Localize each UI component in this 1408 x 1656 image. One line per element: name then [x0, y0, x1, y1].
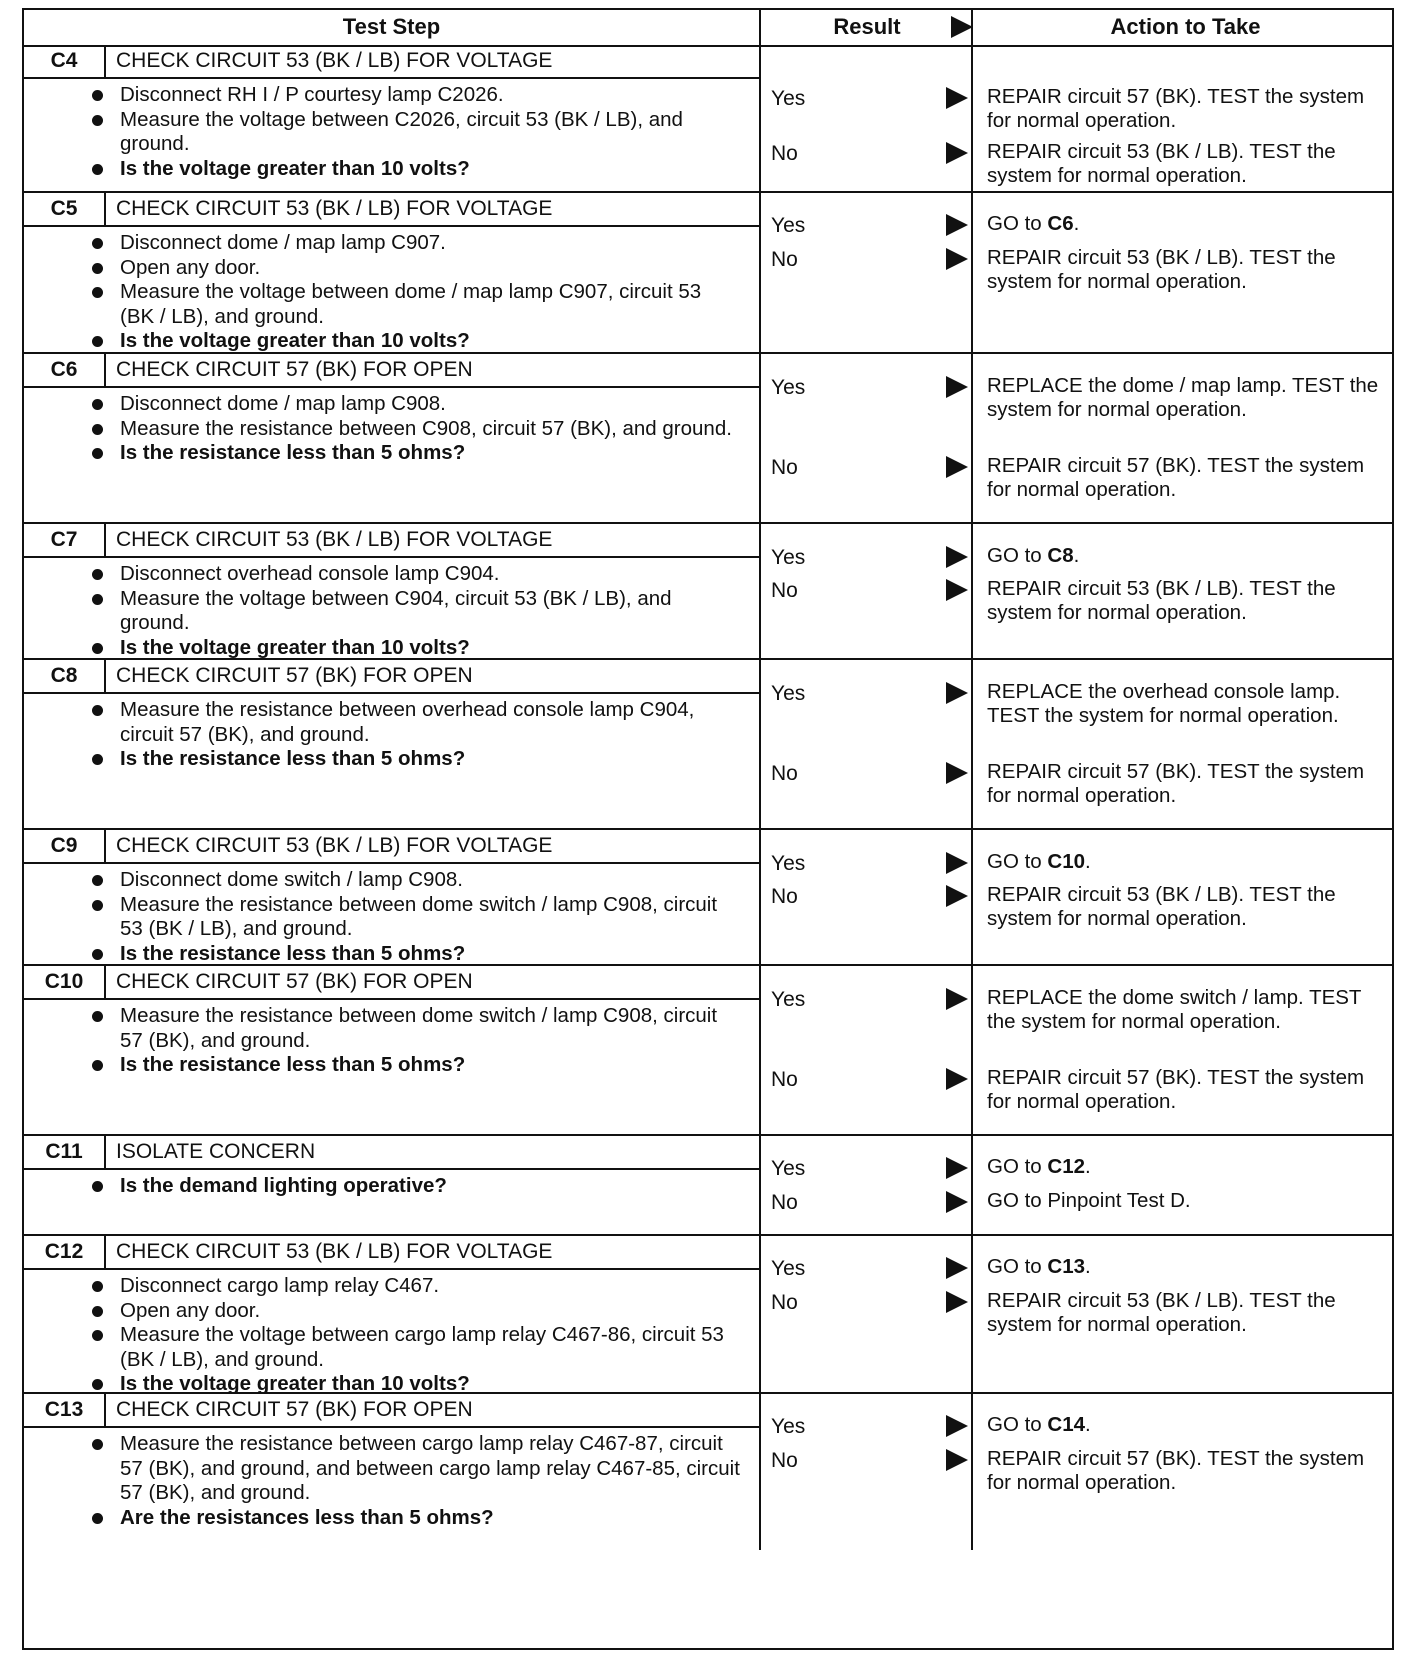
action-text: .	[1085, 850, 1091, 873]
bullet-item: Measure the resistance between C908, circuit 57 (BK), and ground.	[120, 417, 740, 442]
action-cell	[971, 524, 1398, 658]
arrow-right-icon	[946, 87, 968, 109]
arrow-right-icon	[946, 1157, 968, 1179]
step-reference: C14	[1047, 1413, 1085, 1436]
result-yes	[771, 1257, 805, 1281]
test-step-row	[24, 1394, 1392, 1550]
result-yes-label: Yes	[771, 852, 806, 875]
arrow-right-icon	[946, 214, 968, 236]
action-no: REPAIR circuit 53 (BK / LB). TEST the system for normal operation.	[987, 140, 1336, 187]
test-step-row	[24, 660, 1392, 830]
bullet-item: Disconnect cargo lamp relay C467.	[120, 1274, 740, 1299]
result-yes	[771, 682, 805, 706]
arrow-right-icon	[946, 376, 968, 398]
action-text: GO to	[987, 212, 1048, 235]
step-question: Are the resistances less than 5 ohms?	[120, 1506, 740, 1531]
arrow-right-icon	[946, 456, 968, 478]
action-text: GO to	[987, 544, 1048, 567]
arrow-right-icon	[946, 1191, 968, 1213]
result-no-label: No	[771, 1068, 798, 1091]
bullet-item: Disconnect dome / map lamp C908.	[120, 392, 740, 417]
result-no-label: No	[771, 248, 798, 271]
step-question: Is the voltage greater than 10 volts?	[120, 1372, 740, 1397]
test-step-row	[24, 830, 1392, 966]
result-no-label: No	[771, 762, 798, 785]
result-cell	[759, 660, 973, 828]
result-cell	[759, 830, 973, 964]
step-id: C7	[24, 524, 106, 556]
result-no-label: No	[771, 1291, 798, 1314]
result-cell	[759, 1236, 973, 1392]
test-step-row	[24, 193, 1392, 354]
header-result	[759, 10, 973, 45]
result-no	[771, 142, 798, 166]
bullet-item: Open any door.	[120, 256, 740, 281]
action-cell	[971, 193, 1398, 352]
step-title: CHECK CIRCUIT 53 (BK / LB) FOR VOLTAGE	[116, 1240, 553, 1263]
step-question: Is the voltage greater than 10 volts?	[120, 157, 740, 182]
step-bullets	[24, 1004, 740, 1078]
bullet-item: Measure the voltage between C2026, circuit 53 (BK / LB), and ground.	[120, 108, 740, 157]
result-cell	[759, 1394, 973, 1550]
bullet-item: Measure the resistance between cargo lamp relay C467-87, circuit 57 (BK), and ground, and between cargo lamp relay C467-85, circuit 57 (BK), and ground.	[120, 1432, 740, 1504]
step-question: Is the resistance less than 5 ohms?	[120, 1053, 740, 1078]
step-question: Is the voltage greater than 10 volts?	[120, 329, 740, 354]
step-bullets	[24, 868, 740, 966]
pinpoint-test-table	[22, 8, 1394, 1650]
step-title: CHECK CIRCUIT 57 (BK) FOR OPEN	[116, 664, 473, 687]
arrow-right-icon	[946, 579, 968, 601]
test-step-cell	[24, 354, 759, 522]
test-step-cell	[24, 966, 759, 1134]
step-reference: C6	[1047, 212, 1074, 235]
bullet-item: Measure the resistance between overhead console lamp C904, circuit 57 (BK), and ground.	[120, 698, 740, 747]
step-id: C10	[24, 966, 106, 998]
action-text: .	[1085, 1255, 1091, 1278]
step-id: C13	[24, 1394, 106, 1426]
test-step-cell	[24, 1394, 759, 1550]
action-text: GO to	[987, 1155, 1048, 1178]
header-result-label: Result	[833, 14, 901, 39]
step-id: C11	[24, 1136, 106, 1168]
step-id: C4	[24, 45, 106, 77]
step-title: CHECK CIRCUIT 53 (BK / LB) FOR VOLTAGE	[116, 49, 553, 72]
action-no: REPAIR circuit 53 (BK / LB). TEST the system for normal operation.	[987, 1289, 1336, 1336]
result-no	[771, 1291, 798, 1315]
action-yes	[987, 544, 1387, 568]
step-question: Is the resistance less than 5 ohms?	[120, 747, 740, 772]
arrow-right-icon	[946, 1068, 968, 1090]
test-step-cell	[24, 830, 759, 964]
arrow-right-icon	[946, 1291, 968, 1313]
step-bullets	[24, 1432, 740, 1530]
result-no-label: No	[771, 142, 798, 165]
action-no: GO to Pinpoint Test D.	[987, 1189, 1191, 1212]
action-no: REPAIR circuit 57 (BK). TEST the system for normal operation.	[987, 1447, 1365, 1494]
step-question: Is the voltage greater than 10 volts?	[120, 636, 740, 661]
step-header	[24, 193, 759, 227]
action-yes: REPLACE the overhead console lamp. TEST the system for normal operation.	[987, 680, 1341, 727]
result-yes-label: Yes	[771, 1257, 806, 1280]
test-step-row	[24, 966, 1392, 1136]
test-step-row	[24, 524, 1392, 660]
bullet-item: Measure the resistance between dome switch / lamp C908, circuit 53 (BK / LB), and ground.	[120, 893, 740, 942]
step-reference: C12	[1047, 1155, 1085, 1178]
header-test-step: Test Step	[342, 14, 441, 39]
step-title: CHECK CIRCUIT 57 (BK) FOR OPEN	[116, 1398, 473, 1421]
result-yes-label: Yes	[771, 682, 806, 705]
step-id: C8	[24, 660, 106, 692]
action-no: REPAIR circuit 53 (BK / LB). TEST the system for normal operation.	[987, 577, 1336, 624]
test-step-cell	[24, 524, 759, 658]
action-no: REPAIR circuit 53 (BK / LB). TEST the system for normal operation.	[987, 246, 1336, 293]
step-question: Is the demand lighting operative?	[120, 1174, 740, 1199]
action-text: GO to	[987, 1255, 1048, 1278]
result-no	[771, 1068, 798, 1092]
result-no	[771, 1449, 798, 1473]
result-cell	[759, 45, 973, 191]
action-cell	[971, 45, 1398, 191]
header-action: Action to Take	[971, 10, 1398, 45]
result-yes	[771, 214, 805, 238]
step-bullets	[24, 83, 740, 181]
step-title: CHECK CIRCUIT 53 (BK / LB) FOR VOLTAGE	[116, 834, 553, 857]
test-step-cell	[24, 1136, 759, 1234]
bullet-item: Disconnect dome switch / lamp C908.	[120, 868, 740, 893]
step-header	[24, 1394, 759, 1428]
bullet-item: Measure the voltage between dome / map lamp C907, circuit 53 (BK / LB), and ground.	[120, 280, 740, 329]
result-no-label: No	[771, 885, 798, 908]
arrow-right-icon	[951, 16, 973, 38]
step-bullets	[24, 1274, 740, 1397]
step-header	[24, 45, 759, 79]
action-cell	[971, 660, 1398, 828]
result-cell	[759, 966, 973, 1134]
step-reference: C10	[1047, 850, 1085, 873]
result-yes-label: Yes	[771, 376, 806, 399]
result-no	[771, 248, 798, 272]
result-yes-label: Yes	[771, 214, 806, 237]
step-header	[24, 830, 759, 864]
result-no	[771, 579, 798, 603]
test-step-cell	[24, 193, 759, 352]
test-step-cell	[24, 660, 759, 828]
step-id: C5	[24, 193, 106, 225]
arrow-right-icon	[946, 682, 968, 704]
action-yes	[987, 1255, 1387, 1279]
action-no: REPAIR circuit 57 (BK). TEST the system for normal operation.	[987, 454, 1365, 501]
test-step-row	[24, 1236, 1392, 1394]
bullet-item: Measure the voltage between C904, circuit 53 (BK / LB), and ground.	[120, 587, 740, 636]
step-header	[24, 524, 759, 558]
step-bullets	[24, 1174, 740, 1199]
test-step-cell	[24, 45, 759, 191]
action-cell	[971, 354, 1398, 522]
action-text: .	[1073, 212, 1080, 235]
step-header	[24, 660, 759, 694]
action-cell	[971, 1394, 1398, 1550]
step-header	[24, 966, 759, 1000]
result-no	[771, 762, 798, 786]
bullet-item: Measure the voltage between cargo lamp relay C467-86, circuit 53 (BK / LB), and ground.	[120, 1323, 740, 1372]
test-step-row	[24, 45, 1392, 193]
arrow-right-icon	[946, 248, 968, 270]
result-no-label: No	[771, 456, 798, 479]
result-cell	[759, 354, 973, 522]
result-yes-label: Yes	[771, 1157, 806, 1180]
step-header	[24, 354, 759, 388]
action-text: .	[1085, 1155, 1091, 1178]
step-title: CHECK CIRCUIT 53 (BK / LB) FOR VOLTAGE	[116, 528, 553, 551]
step-title: CHECK CIRCUIT 53 (BK / LB) FOR VOLTAGE	[116, 197, 553, 220]
result-yes-label: Yes	[771, 546, 806, 569]
table-header	[24, 10, 1392, 47]
step-bullets	[24, 562, 740, 660]
test-step-row	[24, 354, 1392, 524]
action-no: REPAIR circuit 57 (BK). TEST the system for normal operation.	[987, 760, 1365, 807]
action-yes: REPLACE the dome switch / lamp. TEST the system for normal operation.	[987, 986, 1362, 1033]
arrow-right-icon	[946, 1415, 968, 1437]
bullet-item: Open any door.	[120, 1299, 740, 1324]
action-text: GO to	[987, 1413, 1048, 1436]
result-yes	[771, 852, 805, 876]
action-text: .	[1085, 1413, 1091, 1436]
test-step-cell	[24, 1236, 759, 1395]
step-id: C6	[24, 354, 106, 386]
step-title: ISOLATE CONCERN	[116, 1140, 316, 1163]
arrow-right-icon	[946, 885, 968, 907]
step-bullets	[24, 698, 740, 772]
result-yes-label: Yes	[771, 988, 806, 1011]
result-yes-label: Yes	[771, 1415, 806, 1438]
result-yes	[771, 87, 805, 111]
action-yes: REPAIR circuit 57 (BK). TEST the system for normal operation.	[987, 85, 1365, 132]
result-no-label: No	[771, 579, 798, 602]
step-header	[24, 1136, 759, 1170]
result-cell	[759, 524, 973, 658]
result-yes	[771, 1157, 805, 1181]
action-no: REPAIR circuit 57 (BK). TEST the system for normal operation.	[987, 1066, 1365, 1113]
action-yes: REPLACE the dome / map lamp. TEST the system for normal operation.	[987, 374, 1379, 421]
action-yes	[987, 850, 1387, 874]
arrow-right-icon	[946, 1449, 968, 1471]
action-cell	[971, 966, 1398, 1134]
result-yes	[771, 376, 805, 400]
action-yes	[987, 1413, 1387, 1437]
result-yes	[771, 988, 805, 1012]
result-yes	[771, 546, 805, 570]
step-bullets	[24, 231, 740, 354]
step-question: Is the resistance less than 5 ohms?	[120, 441, 740, 466]
action-cell	[971, 830, 1398, 964]
action-cell	[971, 1236, 1398, 1392]
arrow-right-icon	[946, 142, 968, 164]
step-title: CHECK CIRCUIT 57 (BK) FOR OPEN	[116, 970, 473, 993]
result-cell	[759, 1136, 973, 1234]
action-text: GO to	[987, 850, 1048, 873]
step-header	[24, 1236, 759, 1270]
action-text: .	[1073, 544, 1080, 567]
arrow-right-icon	[946, 546, 968, 568]
arrow-right-icon	[946, 1257, 968, 1279]
bullet-item: Disconnect dome / map lamp C907.	[120, 231, 740, 256]
result-yes-label: Yes	[771, 87, 806, 110]
action-yes	[987, 1155, 1387, 1179]
step-title: CHECK CIRCUIT 57 (BK) FOR OPEN	[116, 358, 473, 381]
step-reference: C13	[1047, 1255, 1085, 1278]
action-no: REPAIR circuit 53 (BK / LB). TEST the system for normal operation.	[987, 883, 1336, 930]
result-no-label: No	[771, 1191, 798, 1214]
result-no	[771, 456, 798, 480]
arrow-right-icon	[946, 852, 968, 874]
arrow-right-icon	[946, 762, 968, 784]
step-id: C9	[24, 830, 106, 862]
result-no	[771, 885, 798, 909]
bullet-item: Disconnect RH I / P courtesy lamp C2026.	[120, 83, 740, 108]
step-reference: C8	[1047, 544, 1074, 567]
test-step-row	[24, 1136, 1392, 1236]
result-cell	[759, 193, 973, 352]
action-cell	[971, 1136, 1398, 1234]
bullet-item: Measure the resistance between dome switch / lamp C908, circuit 57 (BK), and ground.	[120, 1004, 740, 1053]
result-yes	[771, 1415, 805, 1439]
step-question: Is the resistance less than 5 ohms?	[120, 942, 740, 967]
result-no-label: No	[771, 1449, 798, 1472]
result-no	[771, 1191, 798, 1215]
arrow-right-icon	[946, 988, 968, 1010]
bullet-item: Disconnect overhead console lamp C904.	[120, 562, 740, 587]
action-yes	[987, 212, 1387, 236]
step-bullets	[24, 392, 740, 466]
step-id: C12	[24, 1236, 106, 1268]
